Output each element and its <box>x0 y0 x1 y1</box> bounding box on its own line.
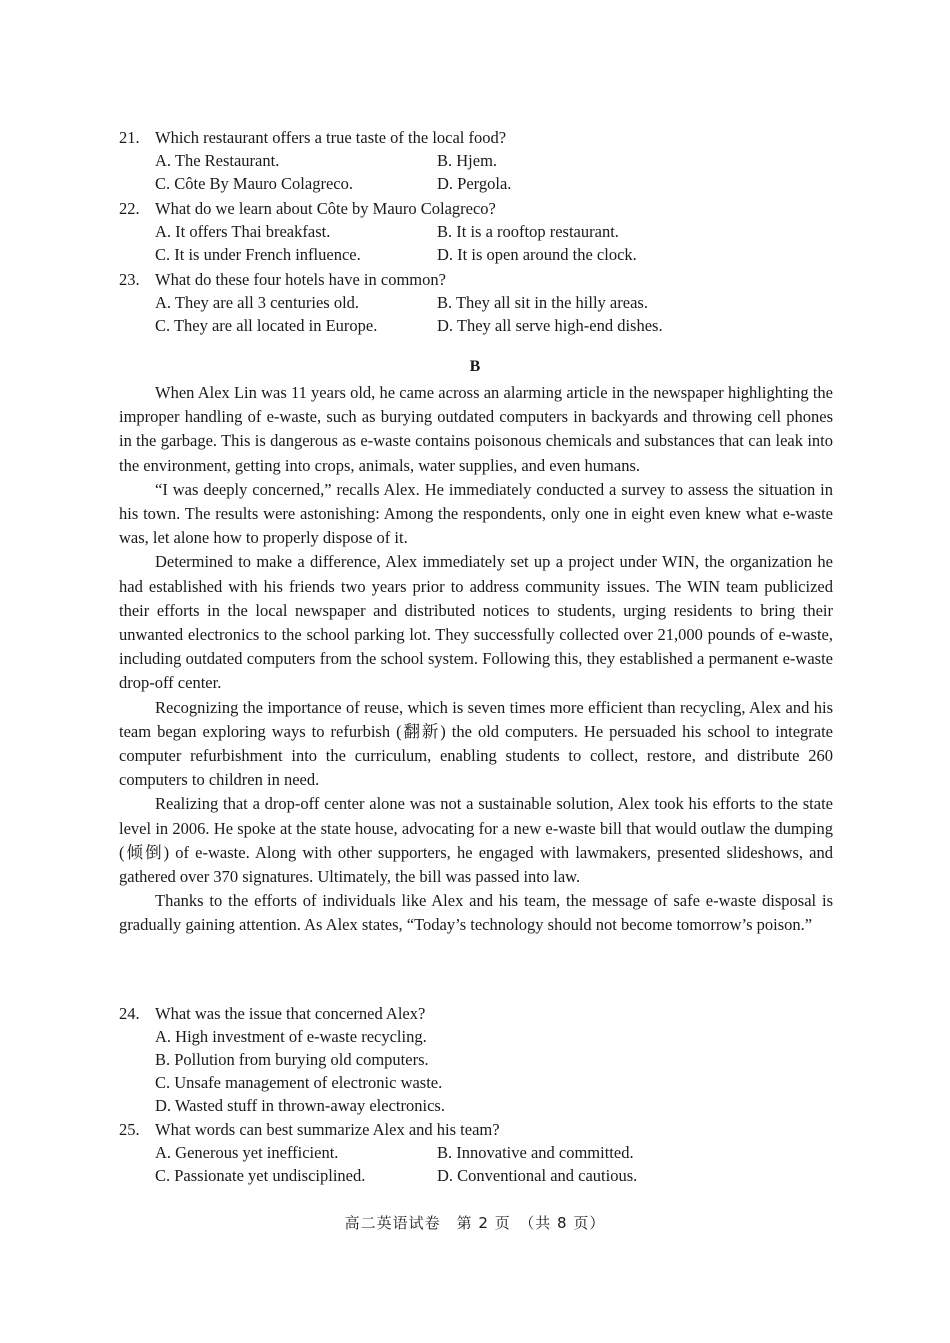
option-d: D. Wasted stuff in thrown-away electronics. <box>155 1096 445 1115</box>
option-c: C. It is under French influence. <box>155 245 361 264</box>
question-number: 24. <box>119 1004 140 1023</box>
question-23 <box>119 268 839 337</box>
option-b: B. Hjem. <box>437 151 498 170</box>
passage-paragraph: When Alex Lin was 11 years old, he came across an alarming article in the newspaper highlighting the improper handling of e-waste, such as burying outdated computers in backyards and throwing cell phones in the garbage. This is dangerous as e-waste contains poisonous chemicals and substances that can leak into the environment, getting into crops, animals, water supplies, and even humans. <box>119 383 833 475</box>
question-21 <box>119 126 839 195</box>
question-number: 23. <box>119 270 140 289</box>
option-b: B. It is a rooftop restaurant. <box>437 222 619 241</box>
option-c: C. Unsafe management of electronic waste. <box>155 1073 443 1092</box>
option-d: D. It is open around the clock. <box>437 245 637 264</box>
question-25 <box>119 1118 839 1187</box>
option-b: B. Pollution from burying old computers. <box>155 1050 429 1069</box>
option-d: D. Pergola. <box>437 174 512 193</box>
option-b: B. Innovative and committed. <box>437 1143 634 1162</box>
question-stem: What do these four hotels have in common? <box>155 270 446 289</box>
passage-paragraph: Recognizing the importance of reuse, which is seven times more efficient than recycling, Alex and his team began exploring ways to refurbish (翻新) the old computers. He persuaded his school to integrate computer refurbishment into the curriculum, enabling students to collect, restore, and distribute 260 computers to children in need. <box>119 697 833 790</box>
option-d: D. Conventional and cautious. <box>437 1166 638 1185</box>
question-22 <box>119 197 839 266</box>
options <box>155 1141 839 1187</box>
question-stem: What do we learn about Côte by Mauro Colagreco? <box>155 199 496 218</box>
option-b: B. They all sit in the hilly areas. <box>437 293 648 312</box>
option-a: A. High investment of e-waste recycling. <box>155 1027 427 1046</box>
options <box>155 291 839 337</box>
question-stem: What words can best summarize Alex and his team? <box>155 1120 500 1139</box>
option-c: C. Côte By Mauro Colagreco. <box>155 174 353 193</box>
reading-passage <box>119 381 833 938</box>
question-stem: What was the issue that concerned Alex? <box>155 1004 426 1023</box>
passage-paragraph: Thanks to the efforts of individuals like Alex and his team, the message of safe e-waste disposal is gradually gaining attention. As Alex states, “Today’s technology should not become tomorrow’s poison.” <box>119 891 833 935</box>
option-c: C. They are all located in Europe. <box>155 316 378 335</box>
passage-paragraph: “I was deeply concerned,” recalls Alex. He immediately conducted a survey to assess the situation in his town. The results were astonishing: Among the respondents, only one in eight even knew what e-waste was, let alone how to properly dispose of it. <box>119 479 833 548</box>
option-a: A. The Restaurant. <box>155 151 280 170</box>
option-a: A. They are all 3 centuries old. <box>155 293 360 312</box>
question-number: 25. <box>119 1120 140 1139</box>
question-number: 21. <box>119 128 140 147</box>
options <box>155 1025 839 1117</box>
section-title: B <box>469 358 481 375</box>
question-24 <box>119 1002 839 1117</box>
option-d: D. They all serve high-end dishes. <box>437 316 663 335</box>
option-a: A. Generous yet inefficient. <box>155 1143 339 1162</box>
options <box>155 149 839 195</box>
question-stem: Which restaurant offers a true taste of the local food? <box>155 128 507 147</box>
question-number: 22. <box>119 199 140 218</box>
passage-paragraph: Realizing that a drop-off center alone was not a sustainable solution, Alex took his efforts to the state level in 2006. He spoke at the state house, advocating for a new e-waste bill that would outlaw the dumping (倾倒) of e-waste. Along with other supporters, he engaged with lawmakers, presented slideshows, and gathered over 370 signatures. Ultimately, the bill was passed into law. <box>119 794 833 887</box>
page-footer: 高二英语试卷 第 2 页 （共 8 页） <box>344 1214 606 1232</box>
option-a: A. It offers Thai breakfast. <box>155 222 331 241</box>
passage-paragraph: Determined to make a difference, Alex immediately set up a project under WIN, the organization he had established with his friends two years prior to address community issues. The WIN team publicized their efforts in the local newspaper and distributed notices to students, urging residents to bring their unwanted electronics to the school parking lot. They successfully collected over 21,000 pounds of e-waste, including outdated computers from the school system. Following this, they established a permanent e-waste drop-off center. <box>119 552 833 693</box>
option-c: C. Passionate yet undisciplined. <box>155 1166 366 1185</box>
options <box>155 220 839 266</box>
